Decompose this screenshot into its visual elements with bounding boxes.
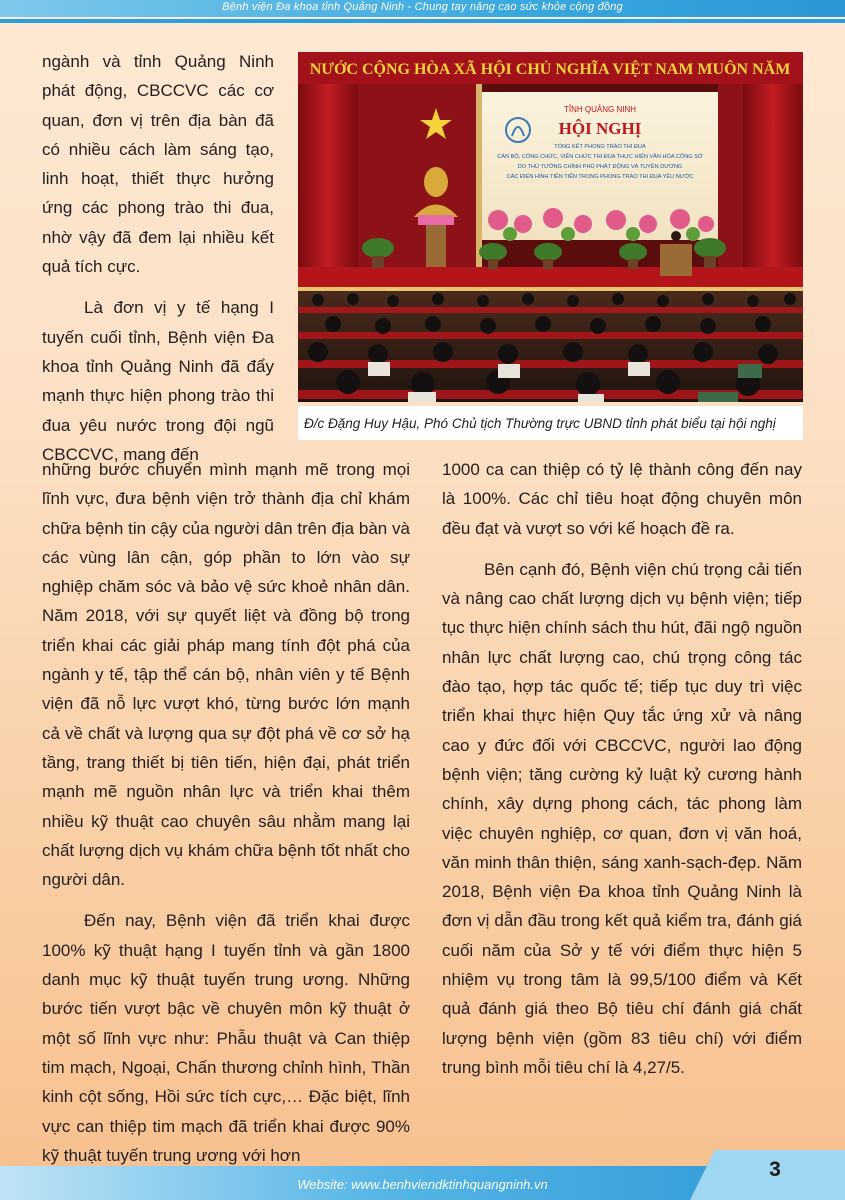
screen-line: CÁN BỘ, CÔNG CHỨC, VIÊN CHỨC THI ĐUA THỰC HIỆN VĂN HÓA CÔNG SỞ [497, 154, 703, 160]
bust-statue [424, 167, 448, 197]
article-paragraph: những bước chuyển mình mạnh mẽ trong mọi lĩnh vực, đưa bệnh viện trở thành địa chỉ khám chữa bệnh tin cậy của người dân trên địa bàn và các vùng lân cận, góp phần to lớn vào sự nghiệp chăm sóc và bảo vệ sức khoẻ nhân dân. Năm 2018, với sự quyết liệt và đồng bộ trong triển khai các giải pháp mang tính đột phá của ngành y tế, tập thể cán bộ, nhân viên y tế Bệnh viện đã nỗ lực vượt khó, từng bước lớn mạnh cả về chất và lượng qua sự đột phá về cơ sở hạ tầng, trang thiết bị tiên tiến, hiện đại, phát triển mạnh mẽ nguồn nhân lực và triển khai thêm nhiều kỹ thuật cao chuyên sâu nhằm mang lại chất lượng dịch vụ khám chữa bệnh tốt nhất cho người dân. [42, 460, 410, 890]
podium [660, 244, 692, 276]
article-paragraph: Là đơn vị y tế hạng I tuyến cuối tỉnh, Bệnh viện Đa khoa tỉnh Quảng Ninh đã đẩy mạnh thực hiện phong trào thi đua yêu nước trong đội ngũ CBCCVC, mang đến [42, 298, 274, 464]
screen-title: HỘI NGHỊ [558, 119, 642, 138]
footer-website: Website: www.benhviendktinhquangninh.vn [297, 1177, 548, 1192]
stage [298, 267, 803, 289]
page-number: 3 [769, 1158, 781, 1181]
screen-line: TỔNG KẾT PHONG TRÀO THI ĐUA [554, 144, 646, 150]
header-bar [0, 0, 845, 17]
screen-line: CÁC ĐIỂN HÌNH TIÊN TIẾN TRONG PHONG TRÀO THI ĐUA YÊU NƯỚC [506, 174, 694, 180]
header-line [0, 19, 845, 23]
article-column-right [442, 455, 802, 1082]
photo-caption: Đ/c Đặng Huy Hậu, Phó Chủ tịch Thường trực UBND tỉnh phát biểu tại hội nghị [298, 406, 803, 440]
article-paragraph: Đến nay, Bệnh viện đã triển khai được 100% kỹ thuật hạng I tuyến tỉnh và gần 1800 danh mục kỹ thuật tuyến trung ương. Những bước tiến vượt bậc về chuyên môn kỹ thuật ở một số lĩnh vực như: Phẫu thuật và Can thiệp tim mạch, Ngoại, Chấn thương chỉnh hình, Thần kinh cột sống, Hồi sức tích cực,… Đặc biệt, lĩnh vực can thiệp tim mạch đã triển khai được 90% kỹ thuật tuyến trung ương với hơn [42, 911, 410, 1165]
screen-line: DO THỦ TƯỚNG CHÍNH PHỦ PHÁT ĐỘNG VÀ TUYÊN DƯƠNG [517, 164, 683, 170]
article-paragraph: 1000 ca can thiệp có tỷ lệ thành công đến nay là 100%. Các chỉ tiêu hoạt động chuyên môn đều đạt và vượt so với kế hoạch đề ra. [442, 460, 802, 538]
header-text: Bệnh viện Đa khoa tỉnh Quảng Ninh - Chung tay nâng cao sức khỏe cộng đồng [222, 1, 623, 13]
article-column-left [42, 455, 410, 1170]
article-paragraph: Bên cạnh đó, Bệnh viện chú trọng cải tiến và nâng cao chất lượng dịch vụ bệnh viện; tiếp tục thực hiện chính sách thu hút, đãi ngộ nguồn nhân lực chất lượng cao, chú trọng công tác đào tạo, hợp tác quốc tế; tiếp tục duy trì việc triển khai thực hiện Quy tắc ứng xử và nâng cao y đức đối với CBCCVC, người lao động bệnh viện; tăng cường kỷ luật kỷ cương hành chính, xây dựng phong cách, tác phong làm việc chuyên nghiệp, cơ quan, đơn vị văn hoá, văn minh thân thiện, sáng xanh-sạch-đẹp. Năm 2018, Bệnh viện Đa khoa tỉnh Quảng Ninh là đơn vị dẫn đầu trong kết quả kiểm tra, đánh giá cuối năm của Sở y tế với điểm thực hiện 5 nhiệm vụ trong tâm là 99,5/100 điểm và Kết quả đánh giá theo Bộ tiêu chí đánh giá chất lượng bệnh viện (gồm 83 tiêu chí) với điểm trung bình mỗi tiêu chí là 4,27/5. [442, 559, 802, 1077]
conference-illustration [298, 52, 803, 402]
article-paragraph: ngành và tỉnh Quảng Ninh phát động, CBCCVC các cơ quan, đơn vị trên địa bàn đã có nhiều cách làm sáng tạo, linh hoạt, thiết thực hưởng ứng các phong trào thi đua, nhờ vậy đã đem lại nhiều kết quả tích cực. [42, 52, 274, 277]
article-column-top-left [42, 47, 274, 469]
banner-text: NƯỚC CỘNG HÒA XÃ HỘI CHỦ NGHĨA VIỆT NAM MUÔN NĂM [309, 61, 791, 78]
conference-photo [298, 52, 803, 402]
screen-province: TỈNH QUẢNG NINH [564, 105, 636, 114]
